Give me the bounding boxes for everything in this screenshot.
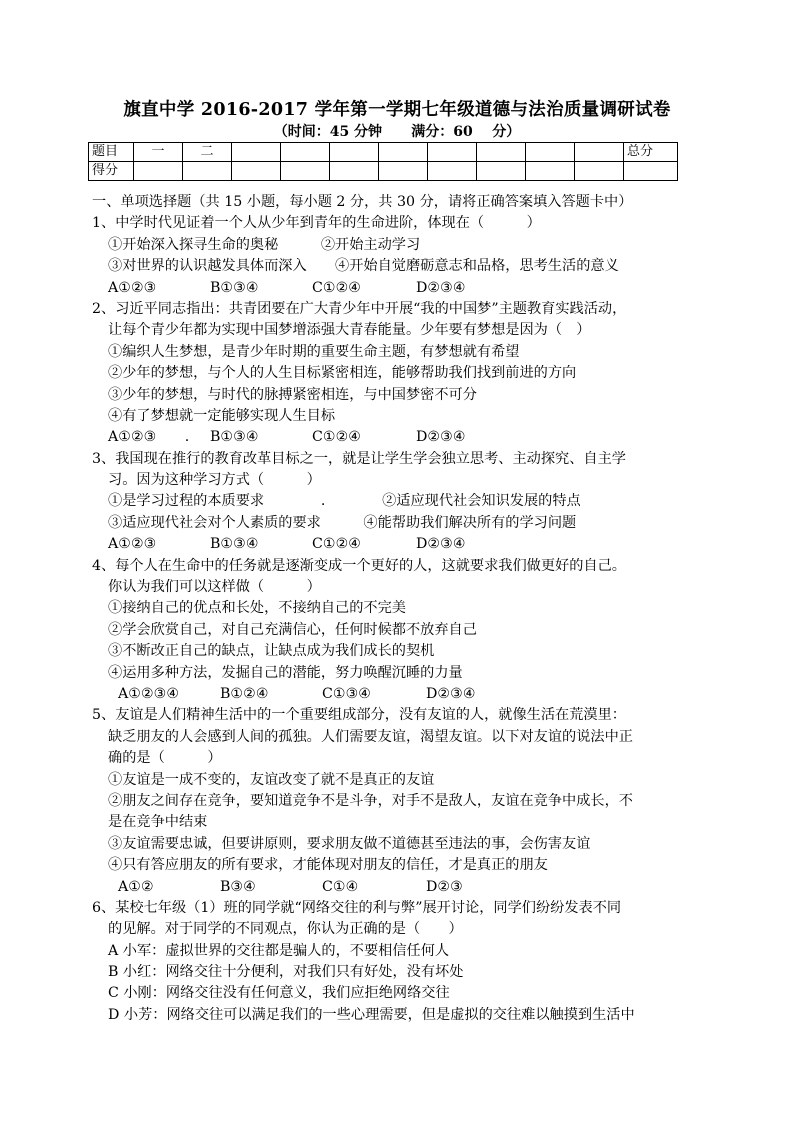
option-d: D②③④ xyxy=(416,429,466,446)
question-item: ④有了梦想就一定能够实现人生目标 xyxy=(108,407,336,424)
option-a: A①② xyxy=(118,878,154,895)
question-stem: 确的是（ ） xyxy=(108,750,222,767)
question-item: ③少年的梦想，与时代的脉搏紧密相连，与中国梦密不可分 xyxy=(108,386,477,403)
score-cell xyxy=(281,162,330,181)
score-cell xyxy=(526,143,575,162)
score-cell xyxy=(477,162,526,181)
question-item: ①编织人生梦想，是青少年时期的重要生命主题，有梦想就有希望 xyxy=(108,343,520,360)
answer-options xyxy=(92,684,704,705)
question-item: ④运用多种方法，发掘自己的潜能，努力唤醒沉睡的力量 xyxy=(108,664,463,681)
option-c: C①②④ xyxy=(312,279,362,296)
score-cell xyxy=(134,162,183,181)
option-a: A①②③ . xyxy=(108,429,190,446)
question-item: ②少年的梦想，与个人的人生目标紧密相连，能够帮助我们找到前进的方向 xyxy=(108,365,577,382)
score-cell xyxy=(575,162,624,181)
option-b: B③④ xyxy=(220,878,256,895)
question-item: ①是学习过程的本质要求 . ②适应现代社会知识发展的特点 xyxy=(108,493,581,510)
question-item: B 小红：网络交往十分便利，对我们只有好处，没有坏处 xyxy=(108,964,464,981)
question-stem: 缺乏朋友的人会感到人间的孤独。人们需要友谊，渴望友谊。以下对友谊的说法中正 xyxy=(108,728,633,745)
answer-options xyxy=(92,534,704,555)
exam-body xyxy=(92,192,704,1026)
score-cell xyxy=(330,162,379,181)
score-cell xyxy=(477,143,526,162)
score-cell: 二 xyxy=(183,143,232,162)
score-cell xyxy=(379,143,428,162)
option-d: D②③ xyxy=(426,878,463,895)
option-c: C①②④ xyxy=(312,536,362,553)
answer-options xyxy=(92,278,704,299)
question-stem: 3、我国现在推行的教育改革目标之一，就是让学生学会独立思考、主动探究、自主学 xyxy=(92,450,626,467)
option-a: A①②③ xyxy=(108,536,157,553)
score-cell: 得分 xyxy=(89,162,134,181)
option-d: D②③④ xyxy=(416,279,466,296)
score-cell xyxy=(379,162,428,181)
score-cell xyxy=(281,143,330,162)
answer-options xyxy=(92,877,704,898)
question-item: 是在竞争中结束 xyxy=(108,814,208,831)
score-cell xyxy=(428,162,477,181)
option-b: B①③④ xyxy=(210,536,259,553)
exam-title: 旗直中学 2016-2017 学年第一学期七年级道德与法治质量调研试卷 xyxy=(123,100,671,120)
score-table-row-score xyxy=(89,162,678,181)
option-a: A①②③④ xyxy=(118,685,180,702)
question-stem: 让每个青少年都为实现中国梦增添强大青春能量。少年要有梦想是因为（ ） xyxy=(108,322,591,339)
question-item: A 小军：虚拟世界的交往都是骗人的，不要相信任何人 xyxy=(108,942,450,959)
question-item: ③对世界的认识越发具体而深入 ④开始自觉磨砺意志和品格，思考生活的意义 xyxy=(108,258,619,275)
question-item: ③适应现代社会对个人素质的要求 ④能帮助我们解决所有的学习问题 xyxy=(108,514,577,531)
option-c: C①④ xyxy=(322,878,359,895)
score-cell: 题目 xyxy=(89,143,134,162)
score-cell: 一 xyxy=(134,143,183,162)
option-a: A①②③ xyxy=(108,279,157,296)
score-cell: 总分 xyxy=(624,143,678,162)
question-item: ①友谊是一成不变的，友谊改变了就不是真正的友谊 xyxy=(108,771,435,788)
section-heading: 一、单项选择题（共 15 小题，每小题 2 分，共 30 分，请将正确答案填入答题卡中） xyxy=(92,194,633,210)
question-stem: 习。因为这种学习方式（ ） xyxy=(108,472,321,489)
question-item: ②朋友之间存在竞争，要知道竞争不是斗争，对手不是敌人，友谊在竞争中成长，不 xyxy=(108,792,633,809)
score-cell xyxy=(330,143,379,162)
score-cell xyxy=(183,162,232,181)
question-stem: 你认为我们可以这样做（ ） xyxy=(108,579,321,596)
answer-options xyxy=(92,427,704,448)
option-c: C①③④ xyxy=(322,685,372,702)
question-item: ②学会欣赏自己，对自己充满信心，任何时候都不放弃自己 xyxy=(108,621,477,638)
option-d: D②③④ xyxy=(416,536,466,553)
option-d: D②③④ xyxy=(426,685,476,702)
question-item: ①接纳自己的优点和长处，不接纳自己的不完美 xyxy=(108,600,406,617)
question-item: C 小刚：网络交往没有任何意义，我们应拒绝网络交往 xyxy=(108,985,450,1002)
question-stem: 4、每个人在生命中的任务就是逐渐变成一个更好的人，这就要求我们做更好的自己。 xyxy=(92,557,626,574)
score-cell xyxy=(575,143,624,162)
score-cell xyxy=(526,162,575,181)
exam-subtitle: （时间：45 分钟 满分：60 分） xyxy=(273,124,521,140)
score-table-row-header xyxy=(89,143,678,162)
question-item: ③不断改正自己的缺点，让缺点成为我们成长的契机 xyxy=(108,643,435,660)
question-stem: 5、友谊是人们精神生活中的一个重要组成部分，没有友谊的人，就像生活在荒漠里： xyxy=(92,707,626,724)
score-cell xyxy=(624,162,678,181)
option-b: B①③④ xyxy=(210,429,259,446)
question-stem: 2、习近平同志指出：共青团要在广大青少年中开展“我的中国梦”主题教育实践活动， xyxy=(92,300,627,317)
question-stem: 6、某校七年级（1）班的同学就“网络交往的利与弊”展开讨论，同学们纷纷发表不同 xyxy=(92,899,622,916)
score-cell xyxy=(232,162,281,181)
question-item: ①开始深入探寻生命的奥秘 ②开始主动学习 xyxy=(108,236,421,253)
question-item: D 小芳：网络交往可以满足我们的一些心理需要，但是虚拟的交往难以触摸到生活中 xyxy=(108,1006,635,1023)
question-item: ③友谊需要忠诚，但要讲原则，要求朋友做不道德甚至违法的事，会伤害友谊 xyxy=(108,835,591,852)
question-stem: 的见解。对于同学的不同观点，你认为正确的是（ ） xyxy=(108,921,463,938)
score-cell xyxy=(428,143,477,162)
option-b: B①③④ xyxy=(210,279,259,296)
score-cell xyxy=(232,143,281,162)
option-b: B①②④ xyxy=(220,685,269,702)
option-c: C①②④ xyxy=(312,429,362,446)
score-table xyxy=(88,142,678,181)
question-stem: 1、中学时代见证着一个人从少年到青年的生命进阶，体现在（ ） xyxy=(92,215,541,232)
question-item: ④只有答应朋友的所有要求，才能体现对朋友的信任，才是真正的朋友 xyxy=(108,857,548,874)
